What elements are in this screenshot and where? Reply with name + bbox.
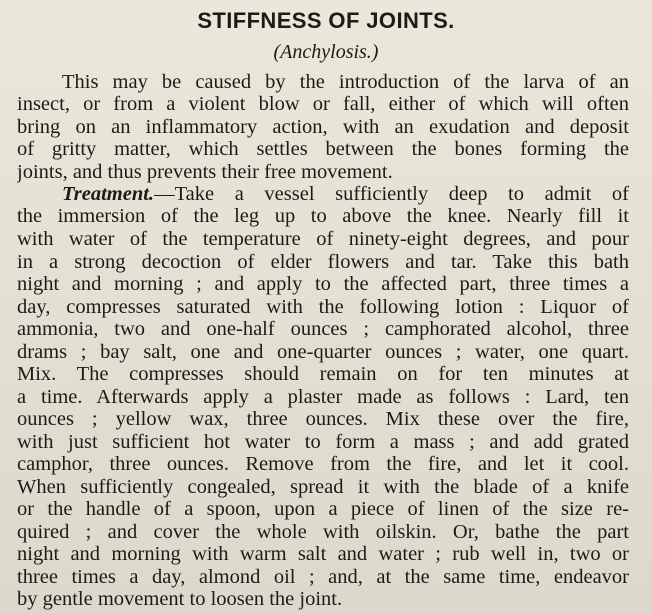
text-line: with water of the temperature of ninety-eight degrees, and pour	[17, 228, 629, 250]
text-line: night and morning with warm salt and water ; rub well in, two or	[17, 543, 629, 565]
text-line: When sufficiently congealed, spread it with the blade of a knife	[17, 476, 629, 498]
text-line: with just sufficient hot water to form a mass ; and add grated	[17, 431, 629, 453]
treatment-lead: Treatment.	[62, 183, 155, 205]
text-line: ounces ; yellow wax, three ounces. Mix these over the fire,	[17, 408, 629, 430]
text-line: joints, and thus prevents their free movement.	[17, 161, 393, 183]
text-line: day, compresses saturated with the following lotion : Liquor of	[17, 296, 629, 318]
page-title: STIFFNESS OF JOINTS.	[197, 8, 455, 33]
text-line: ammonia, two and one-half ounces ; camphorated alcohol, three	[17, 318, 629, 340]
treatment-first-line-text: —Take a vessel sufficiently deep to admit of	[154, 183, 629, 205]
treatment-first-line	[17, 183, 629, 205]
text-line: a time. Afterwards apply a plaster made as follows : Lard, ten	[17, 386, 629, 408]
text-line: by gentle movement to loosen the joint.	[17, 588, 343, 610]
text-line: night and morning ; and apply to the affected part, three times a	[17, 273, 629, 295]
text-line: insect, or from a violent blow or fall, either of which will often	[17, 93, 629, 115]
text-line: camphor, three ounces. Remove from the fire, and let it cool.	[17, 453, 629, 475]
text-line: bring on an inflammatory action, with an exudation and deposit	[17, 116, 629, 138]
text-line: This may be caused by the introduction of the larva of an	[62, 71, 629, 93]
page-subtitle: (Anchylosis.)	[273, 41, 379, 63]
text-line: quired ; and cover the whole with oilskin. Or, bathe the part	[17, 521, 629, 543]
text-line: or the handle of a spoon, upon a piece of linen of the size re-	[17, 498, 629, 520]
text-line: the immersion of the leg up to above the knee. Nearly fill it	[17, 205, 629, 227]
text-line: drams ; bay salt, one and one-quarter ounces ; water, one quart.	[17, 341, 629, 363]
text-line: in a strong decoction of elder flowers and tar. Take this bath	[17, 251, 629, 273]
text-line: of gritty matter, which settles between the bones forming the	[17, 138, 629, 160]
text-line: three times a day, almond oil ; and, at the same time, endeavor	[17, 566, 629, 588]
text-line: Mix. The compresses should remain on for ten minutes at	[17, 363, 629, 385]
